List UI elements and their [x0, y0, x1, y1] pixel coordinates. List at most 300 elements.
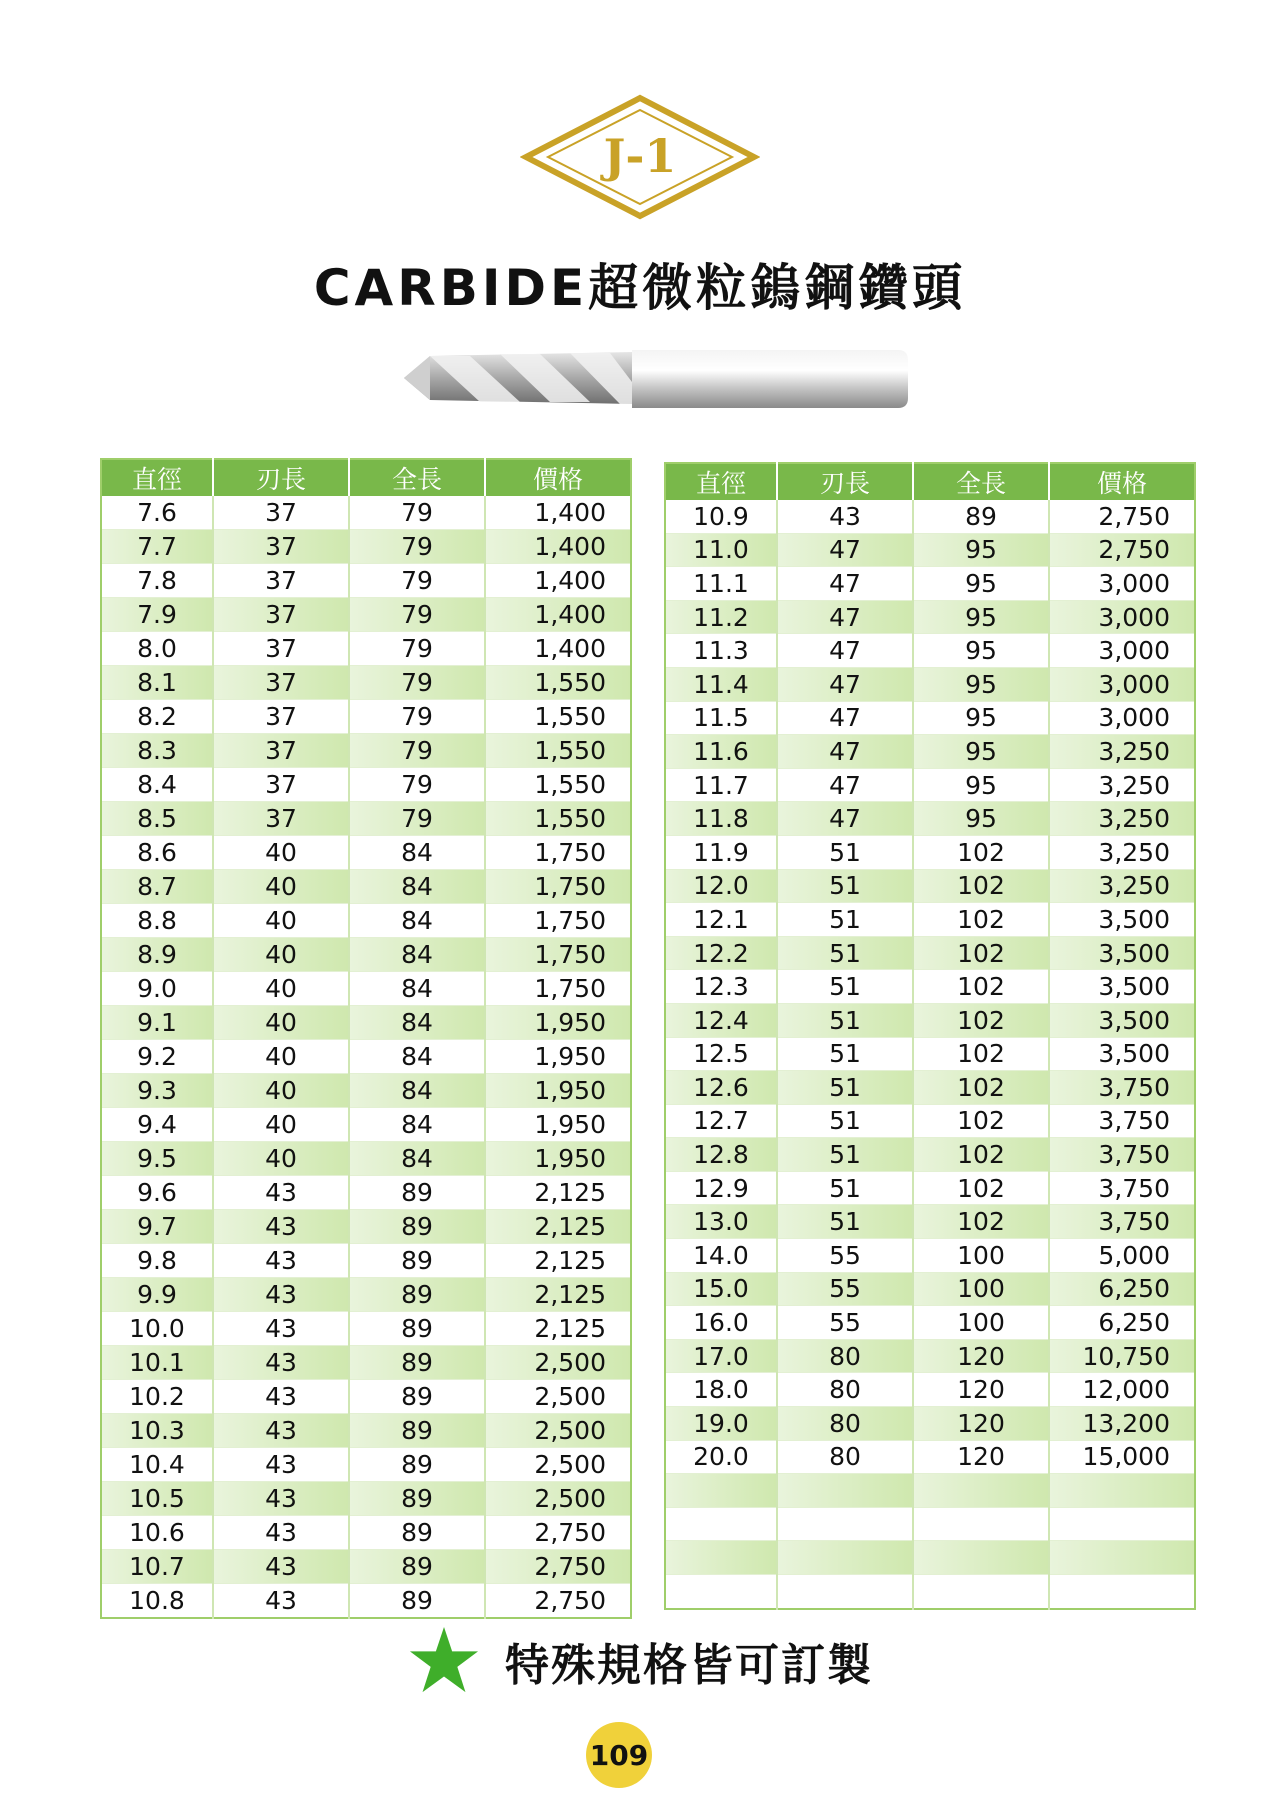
- cell-diameter: 7.7: [101, 530, 213, 564]
- cell-total-length: 95: [913, 701, 1049, 735]
- cell-total-length: 84: [349, 1074, 485, 1108]
- table-row: [665, 500, 1195, 533]
- table-row: [665, 1003, 1195, 1037]
- cell-diameter: 8.3: [101, 734, 213, 768]
- cell-price: 1,750: [485, 870, 631, 904]
- table-row: [101, 1482, 631, 1516]
- cell-blade-length: [777, 1507, 913, 1541]
- cell-total-length: 102: [913, 970, 1049, 1004]
- cell-total-length: 89: [349, 1584, 485, 1619]
- table-row: [665, 1272, 1195, 1306]
- cell-blade-length: 43: [213, 1210, 349, 1244]
- table-row: [665, 567, 1195, 601]
- table-row: [101, 1210, 631, 1244]
- cell-price: 2,125: [485, 1244, 631, 1278]
- cell-blade-length: 43: [213, 1550, 349, 1584]
- cell-blade-length: 43: [213, 1448, 349, 1482]
- table-row: [101, 1108, 631, 1142]
- cell-blade-length: 51: [777, 1003, 913, 1037]
- cell-blade-length: 80: [777, 1339, 913, 1373]
- cell-price: 6,250: [1049, 1272, 1195, 1306]
- cell-blade-length: 80: [777, 1440, 913, 1474]
- cell-blade-length: 55: [777, 1272, 913, 1306]
- cell-total-length: 120: [913, 1339, 1049, 1373]
- cell-total-length: 102: [913, 1138, 1049, 1172]
- header-price: 價格: [485, 459, 631, 496]
- cell-total-length: 95: [913, 533, 1049, 567]
- cell-diameter: 11.6: [665, 735, 777, 769]
- j1-logo: [520, 92, 760, 222]
- cell-blade-length: 43: [213, 1516, 349, 1550]
- cell-total-length: 95: [913, 567, 1049, 601]
- cell-price: 3,750: [1049, 1205, 1195, 1239]
- cell-blade-length: 40: [213, 870, 349, 904]
- cell-diameter: 11.9: [665, 835, 777, 869]
- header-total-length: 全長: [349, 459, 485, 496]
- cell-diameter: [665, 1507, 777, 1541]
- table-row: [665, 1037, 1195, 1071]
- cell-diameter: 8.7: [101, 870, 213, 904]
- cell-total-length: 102: [913, 869, 1049, 903]
- cell-blade-length: 51: [777, 869, 913, 903]
- cell-diameter: 10.4: [101, 1448, 213, 1482]
- cell-total-length: 84: [349, 1040, 485, 1074]
- cell-blade-length: 40: [213, 938, 349, 972]
- table-row: [665, 1440, 1195, 1474]
- cell-blade-length: 47: [777, 701, 913, 735]
- cell-total-length: 100: [913, 1306, 1049, 1340]
- table-row: [101, 1448, 631, 1482]
- cell-price: 2,750: [1049, 500, 1195, 533]
- table-row: [665, 1239, 1195, 1273]
- cell-price: 10,750: [1049, 1339, 1195, 1373]
- cell-total-length: 102: [913, 1104, 1049, 1138]
- cell-blade-length: 43: [213, 1312, 349, 1346]
- cell-diameter: 12.3: [665, 970, 777, 1004]
- table-row: [101, 1380, 631, 1414]
- cell-diameter: 8.6: [101, 836, 213, 870]
- cell-blade-length: 43: [777, 500, 913, 533]
- cell-blade-length: 37: [213, 734, 349, 768]
- cell-price: 1,750: [485, 904, 631, 938]
- cell-total-length: [913, 1507, 1049, 1541]
- cell-price: 2,125: [485, 1176, 631, 1210]
- cell-blade-length: 51: [777, 936, 913, 970]
- cell-total-length: 79: [349, 598, 485, 632]
- table-row: [665, 970, 1195, 1004]
- cell-price: [1049, 1507, 1195, 1541]
- cell-total-length: 79: [349, 530, 485, 564]
- cell-diameter: 9.8: [101, 1244, 213, 1278]
- table-row: [665, 835, 1195, 869]
- cell-price: 5,000: [1049, 1239, 1195, 1273]
- cell-blade-length: 43: [213, 1482, 349, 1516]
- cell-diameter: 12.0: [665, 869, 777, 903]
- table-row: [101, 1176, 631, 1210]
- cell-blade-length: 37: [213, 802, 349, 836]
- table-row: [101, 836, 631, 870]
- table-row: [101, 496, 631, 530]
- cell-diameter: 10.1: [101, 1346, 213, 1380]
- cell-blade-length: 47: [777, 634, 913, 668]
- cell-total-length: 102: [913, 936, 1049, 970]
- price-table-right: [664, 462, 1196, 1610]
- cell-diameter: 12.1: [665, 903, 777, 937]
- cell-diameter: 8.2: [101, 700, 213, 734]
- logo-label: J-1: [603, 129, 677, 183]
- cell-blade-length: 47: [777, 802, 913, 836]
- cell-blade-length: 80: [777, 1407, 913, 1441]
- cell-price: 3,000: [1049, 634, 1195, 668]
- cell-price: 2,125: [485, 1278, 631, 1312]
- cell-diameter: 10.9: [665, 500, 777, 533]
- cell-blade-length: 51: [777, 1171, 913, 1205]
- cell-total-length: 89: [349, 1278, 485, 1312]
- drill-bit-image: [400, 342, 910, 414]
- cell-diameter: 19.0: [665, 1407, 777, 1441]
- cell-blade-length: 51: [777, 1104, 913, 1138]
- table-row: [101, 632, 631, 666]
- cell-total-length: 84: [349, 938, 485, 972]
- cell-price: 3,000: [1049, 567, 1195, 601]
- cell-price: 1,550: [485, 666, 631, 700]
- cell-price: 1,950: [485, 1108, 631, 1142]
- table-row: [665, 1104, 1195, 1138]
- cell-diameter: 12.4: [665, 1003, 777, 1037]
- cell-blade-length: 51: [777, 835, 913, 869]
- cell-diameter: 9.4: [101, 1108, 213, 1142]
- cell-blade-length: 37: [213, 598, 349, 632]
- cell-total-length: 89: [913, 500, 1049, 533]
- table-row: [665, 869, 1195, 903]
- table-row: [101, 1584, 631, 1619]
- cell-diameter: 12.7: [665, 1104, 777, 1138]
- cell-price: 1,950: [485, 1040, 631, 1074]
- cell-blade-length: 51: [777, 903, 913, 937]
- cell-diameter: 12.5: [665, 1037, 777, 1071]
- cell-price: 3,250: [1049, 869, 1195, 903]
- cell-total-length: 95: [913, 802, 1049, 836]
- cell-diameter: 15.0: [665, 1272, 777, 1306]
- cell-blade-length: 55: [777, 1239, 913, 1273]
- table-row: [665, 936, 1195, 970]
- cell-total-length: 84: [349, 1006, 485, 1040]
- cell-total-length: 100: [913, 1272, 1049, 1306]
- cell-total-length: 120: [913, 1373, 1049, 1407]
- table-row: [101, 802, 631, 836]
- cell-price: 3,750: [1049, 1071, 1195, 1105]
- table-row: [101, 1346, 631, 1380]
- price-table-left: [100, 458, 632, 1619]
- cell-total-length: 79: [349, 496, 485, 530]
- cell-price: 1,400: [485, 598, 631, 632]
- table-row: [101, 598, 631, 632]
- table-row: [665, 1507, 1195, 1541]
- table-row: [101, 734, 631, 768]
- cell-blade-length: 37: [213, 632, 349, 666]
- table-row: [665, 1171, 1195, 1205]
- table-row: [665, 1138, 1195, 1172]
- cell-diameter: 18.0: [665, 1373, 777, 1407]
- table-header-row: [665, 463, 1195, 500]
- cell-blade-length: 47: [777, 735, 913, 769]
- header-blade-length: 刃長: [777, 463, 913, 500]
- cell-blade-length: 40: [213, 1074, 349, 1108]
- cell-blade-length: 51: [777, 1138, 913, 1172]
- cell-price: 3,250: [1049, 802, 1195, 836]
- cell-price: 3,750: [1049, 1104, 1195, 1138]
- table-row: [101, 1244, 631, 1278]
- cell-diameter: 9.0: [101, 972, 213, 1006]
- cell-price: 2,750: [485, 1550, 631, 1584]
- cell-diameter: 8.1: [101, 666, 213, 700]
- cell-blade-length: 47: [777, 600, 913, 634]
- cell-total-length: 100: [913, 1239, 1049, 1273]
- table-row: [101, 904, 631, 938]
- cell-total-length: 95: [913, 768, 1049, 802]
- cell-diameter: 10.6: [101, 1516, 213, 1550]
- cell-diameter: 11.0: [665, 533, 777, 567]
- cell-price: 2,750: [485, 1584, 631, 1619]
- table-row: [101, 768, 631, 802]
- cell-total-length: 120: [913, 1407, 1049, 1441]
- cell-price: 3,500: [1049, 936, 1195, 970]
- cell-blade-length: 40: [213, 904, 349, 938]
- cell-diameter: 8.9: [101, 938, 213, 972]
- cell-diameter: 11.3: [665, 634, 777, 668]
- cell-blade-length: 40: [213, 836, 349, 870]
- cell-blade-length: 51: [777, 970, 913, 1004]
- cell-blade-length: 37: [213, 666, 349, 700]
- cell-diameter: 9.1: [101, 1006, 213, 1040]
- cell-diameter: 10.5: [101, 1482, 213, 1516]
- table-row: [665, 1306, 1195, 1340]
- cell-price: 1,400: [485, 564, 631, 598]
- cell-total-length: [913, 1541, 1049, 1575]
- cell-price: 3,000: [1049, 701, 1195, 735]
- cell-diameter: 11.7: [665, 768, 777, 802]
- cell-price: 3,000: [1049, 667, 1195, 701]
- cell-total-length: 89: [349, 1312, 485, 1346]
- cell-diameter: 10.7: [101, 1550, 213, 1584]
- cell-diameter: 10.2: [101, 1380, 213, 1414]
- table-row: [101, 1414, 631, 1448]
- table-row: [101, 1550, 631, 1584]
- cell-blade-length: 43: [213, 1380, 349, 1414]
- table-row: [101, 1142, 631, 1176]
- cell-price: 3,250: [1049, 835, 1195, 869]
- table-row: [101, 1074, 631, 1108]
- table-header-row: [101, 459, 631, 496]
- cell-price: 2,750: [485, 1516, 631, 1550]
- table-row: [665, 1373, 1195, 1407]
- table-row: [665, 802, 1195, 836]
- cell-total-length: 89: [349, 1550, 485, 1584]
- cell-price: 3,500: [1049, 903, 1195, 937]
- cell-total-length: 89: [349, 1516, 485, 1550]
- header-total-length: 全長: [913, 463, 1049, 500]
- cell-diameter: 13.0: [665, 1205, 777, 1239]
- cell-price: 2,125: [485, 1210, 631, 1244]
- cell-price: 12,000: [1049, 1373, 1195, 1407]
- cell-price: 1,750: [485, 938, 631, 972]
- cell-price: 2,500: [485, 1414, 631, 1448]
- cell-price: 2,125: [485, 1312, 631, 1346]
- cell-total-length: 102: [913, 835, 1049, 869]
- cell-price: [1049, 1474, 1195, 1508]
- table-row: [101, 870, 631, 904]
- table-row: [101, 972, 631, 1006]
- cell-total-length: [913, 1575, 1049, 1609]
- cell-price: 2,500: [485, 1346, 631, 1380]
- cell-total-length: 89: [349, 1448, 485, 1482]
- table-row: [665, 533, 1195, 567]
- cell-blade-length: 47: [777, 667, 913, 701]
- cell-blade-length: 51: [777, 1037, 913, 1071]
- table-row: [101, 1516, 631, 1550]
- cell-blade-length: 40: [213, 1006, 349, 1040]
- cell-blade-length: 55: [777, 1306, 913, 1340]
- cell-diameter: 11.1: [665, 567, 777, 601]
- cell-blade-length: 80: [777, 1373, 913, 1407]
- cell-blade-length: 43: [213, 1414, 349, 1448]
- table-row: [101, 530, 631, 564]
- cell-total-length: 95: [913, 634, 1049, 668]
- cell-blade-length: [777, 1575, 913, 1609]
- table-row: [665, 1071, 1195, 1105]
- cell-diameter: 8.8: [101, 904, 213, 938]
- cell-price: 1,550: [485, 734, 631, 768]
- table-row: [665, 903, 1195, 937]
- cell-total-length: 89: [349, 1244, 485, 1278]
- cell-total-length: 79: [349, 632, 485, 666]
- cell-total-length: 89: [349, 1482, 485, 1516]
- cell-price: 13,200: [1049, 1407, 1195, 1441]
- cell-diameter: [665, 1541, 777, 1575]
- cell-total-length: 79: [349, 734, 485, 768]
- cell-diameter: 9.9: [101, 1278, 213, 1312]
- cell-total-length: 120: [913, 1440, 1049, 1474]
- cell-total-length: 95: [913, 735, 1049, 769]
- cell-diameter: 8.0: [101, 632, 213, 666]
- cell-total-length: 95: [913, 600, 1049, 634]
- table-row: [665, 600, 1195, 634]
- cell-price: 3,250: [1049, 768, 1195, 802]
- cell-diameter: 9.2: [101, 1040, 213, 1074]
- cell-price: 1,750: [485, 972, 631, 1006]
- cell-diameter: 11.8: [665, 802, 777, 836]
- cell-price: 6,250: [1049, 1306, 1195, 1340]
- cell-total-length: 79: [349, 564, 485, 598]
- cell-total-length: 102: [913, 903, 1049, 937]
- cell-diameter: [665, 1474, 777, 1508]
- cell-total-length: 102: [913, 1171, 1049, 1205]
- cell-total-length: 79: [349, 700, 485, 734]
- cell-total-length: 102: [913, 1205, 1049, 1239]
- cell-diameter: 7.9: [101, 598, 213, 632]
- cell-diameter: 12.6: [665, 1071, 777, 1105]
- cell-blade-length: [777, 1474, 913, 1508]
- table-row: [101, 1278, 631, 1312]
- star-icon: [407, 1624, 481, 1698]
- cell-blade-length: 37: [213, 530, 349, 564]
- cell-diameter: 16.0: [665, 1306, 777, 1340]
- cell-blade-length: 37: [213, 700, 349, 734]
- cell-price: 2,500: [485, 1482, 631, 1516]
- table-row: [101, 938, 631, 972]
- cell-diameter: [665, 1575, 777, 1609]
- cell-total-length: 89: [349, 1346, 485, 1380]
- cell-price: 1,400: [485, 632, 631, 666]
- cell-price: 2,500: [485, 1380, 631, 1414]
- cell-blade-length: 40: [213, 1142, 349, 1176]
- page-title: CARBIDE超微粒鎢鋼鑽頭: [313, 259, 967, 317]
- cell-total-length: 84: [349, 1108, 485, 1142]
- cell-blade-length: [777, 1541, 913, 1575]
- cell-diameter: 12.9: [665, 1171, 777, 1205]
- cell-total-length: 79: [349, 802, 485, 836]
- page-number-badge: 109: [586, 1722, 652, 1788]
- cell-diameter: 11.4: [665, 667, 777, 701]
- table-row: [665, 667, 1195, 701]
- cell-total-length: 84: [349, 904, 485, 938]
- table-row: [665, 1541, 1195, 1575]
- cell-diameter: 9.5: [101, 1142, 213, 1176]
- table-row: [101, 1312, 631, 1346]
- cell-blade-length: 37: [213, 768, 349, 802]
- table-row: [665, 768, 1195, 802]
- cell-blade-length: 47: [777, 533, 913, 567]
- cell-diameter: 7.6: [101, 496, 213, 530]
- cell-total-length: 79: [349, 768, 485, 802]
- cell-price: 2,500: [485, 1448, 631, 1482]
- cell-total-length: 89: [349, 1176, 485, 1210]
- cell-price: 1,750: [485, 836, 631, 870]
- cell-price: 1,950: [485, 1142, 631, 1176]
- cell-price: 1,550: [485, 802, 631, 836]
- cell-blade-length: 51: [777, 1205, 913, 1239]
- cell-total-length: 95: [913, 667, 1049, 701]
- header-diameter: 直徑: [665, 463, 777, 500]
- cell-price: 3,000: [1049, 600, 1195, 634]
- cell-total-length: 84: [349, 870, 485, 904]
- header-price: 價格: [1049, 463, 1195, 500]
- cell-total-length: 84: [349, 836, 485, 870]
- cell-blade-length: 37: [213, 564, 349, 598]
- cell-diameter: 7.8: [101, 564, 213, 598]
- cell-blade-length: 40: [213, 972, 349, 1006]
- table-row: [665, 1407, 1195, 1441]
- cell-blade-length: 47: [777, 768, 913, 802]
- cell-total-length: 89: [349, 1380, 485, 1414]
- table-row: [665, 1575, 1195, 1609]
- cell-blade-length: 43: [213, 1278, 349, 1312]
- cell-diameter: 14.0: [665, 1239, 777, 1273]
- cell-price: 1,550: [485, 768, 631, 802]
- cell-blade-length: 43: [213, 1244, 349, 1278]
- cell-price: 3,500: [1049, 1003, 1195, 1037]
- cell-diameter: 9.7: [101, 1210, 213, 1244]
- cell-price: 15,000: [1049, 1440, 1195, 1474]
- cell-diameter: 12.8: [665, 1138, 777, 1172]
- table-row: [101, 700, 631, 734]
- cell-diameter: 17.0: [665, 1339, 777, 1373]
- cell-blade-length: 43: [213, 1346, 349, 1380]
- cell-price: 1,950: [485, 1006, 631, 1040]
- cell-diameter: 20.0: [665, 1440, 777, 1474]
- cell-total-length: 89: [349, 1210, 485, 1244]
- cell-diameter: 9.3: [101, 1074, 213, 1108]
